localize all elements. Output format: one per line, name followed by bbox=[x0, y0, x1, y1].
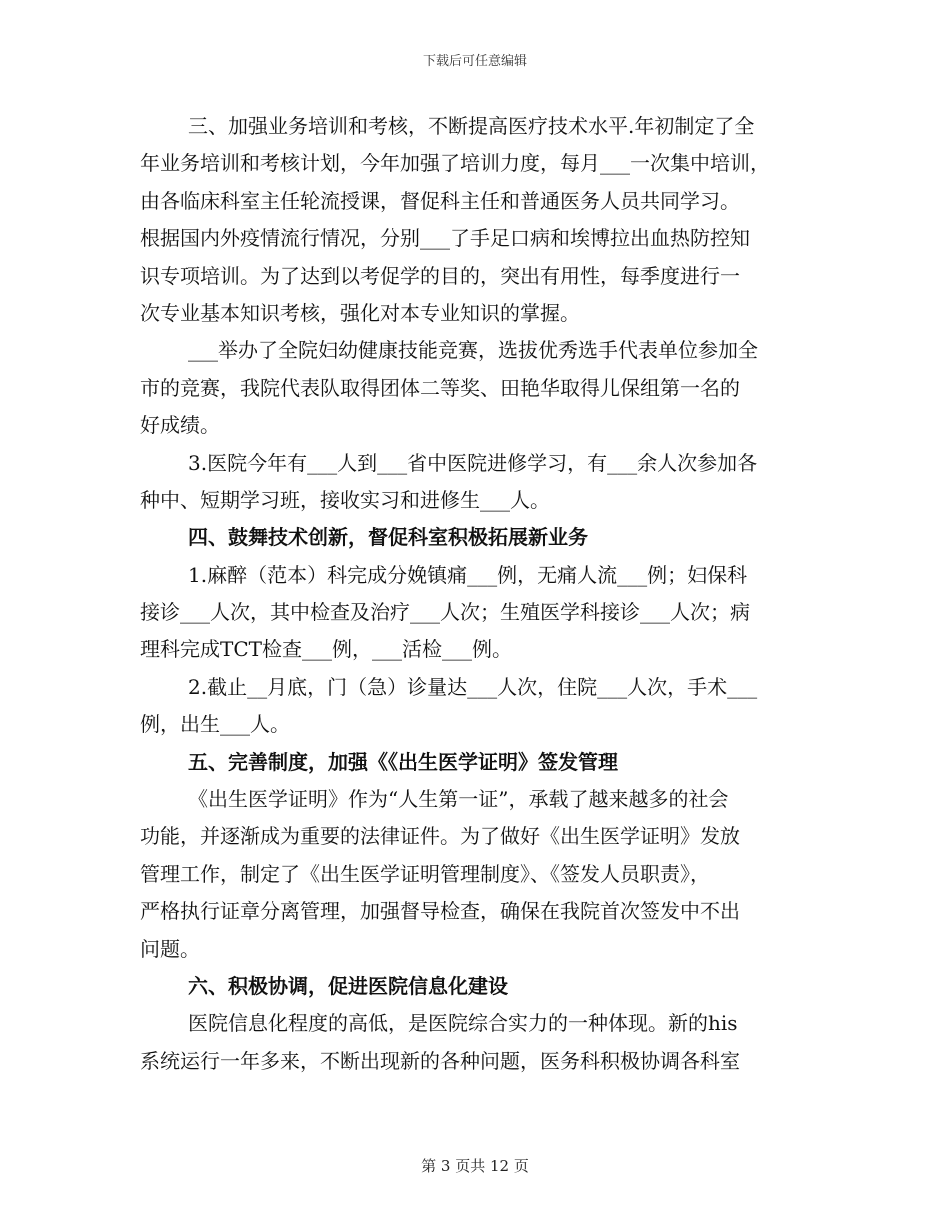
page-footer: 第 3 页共 12 页 bbox=[421, 1157, 529, 1175]
text-line: 理科完成TCT检查___例，___活检___例。 bbox=[140, 637, 512, 662]
text-line: 系统运行一年多来，不断出现新的各种问题，医务科积极协调各科室 bbox=[140, 1048, 740, 1073]
text-line: 例，出生___人。 bbox=[140, 712, 290, 737]
text-line: 识专项培训。为了达到以考促学的目的，突出有用性，每季度进行一 bbox=[140, 263, 740, 288]
text-line: 次专业基本知识考核，强化对本专业知识的掌握。 bbox=[140, 300, 580, 325]
text-line: ___举办了全院妇幼健康技能竞赛，选拔优秀选手代表单位参加全 bbox=[188, 338, 758, 363]
text-line: 种中、短期学习班，接收实习和进修生___人。 bbox=[140, 487, 550, 512]
text-line: 《出生医学证明》作为“人生第一证”，承载了越来越多的社会 bbox=[188, 787, 729, 812]
text-line: 好成绩。 bbox=[140, 413, 220, 438]
text-line: 2.截止__月底，门（急）诊量达___人次，住院___人次，手术___ bbox=[188, 674, 758, 699]
text-line: 管理工作，制定了《出生医学证明管理制度》、《签发人员职责》， bbox=[140, 861, 710, 886]
document-body bbox=[140, 108, 812, 1080]
text-line: 功能，并逐渐成为重要的法律证件。为了做好《出生医学证明》发放 bbox=[140, 824, 740, 849]
text-line: 接诊___人次，其中检查及治疗___人次；生殖医学科接诊___人次；病 bbox=[140, 600, 750, 625]
text-line: 问题。 bbox=[140, 936, 200, 961]
section-heading: 四、鼓舞技术创新，督促科室积极拓展新业务 bbox=[188, 525, 588, 550]
page-header: 下载后可任意编辑 bbox=[422, 54, 527, 69]
text-line: 3.医院今年有___人到___省中医院进修学习，有___余人次参加各 bbox=[188, 450, 758, 475]
text-line: 1.麻醉（范本）科完成分娩镇痛___例，无痛人流___例；妇保科 bbox=[188, 562, 748, 587]
text-line: 由各临床科室主任轮流授课，督促科主任和普通医务人员共同学习。 bbox=[140, 188, 740, 213]
text-line: 严格执行证章分离管理，加强督导检查，确保在我院首次签发中不出 bbox=[140, 899, 740, 924]
text-line: 市的竞赛，我院代表队取得团体二等奖、田艳华取得儿保组第一名的 bbox=[140, 375, 740, 400]
text-line: 三、加强业务培训和考核，不断提高医疗技术水平.年初制定了全 bbox=[188, 114, 755, 138]
text-line: 年业务培训和考核计划，今年加强了培训力度，每月___一次集中培训， bbox=[140, 151, 770, 176]
section-heading: 六、积极协调，促进医院信息化建设 bbox=[188, 973, 508, 998]
text-line: 根据国内外疫情流行情况，分别___了手足口病和埃博拉出血热防控知 bbox=[140, 226, 750, 251]
text-line: 医院信息化程度的高低，是医院综合实力的一种体现。新的his bbox=[188, 1011, 738, 1036]
section-heading: 五、完善制度，加强《《出生医学证明》签发管理 bbox=[188, 749, 618, 774]
